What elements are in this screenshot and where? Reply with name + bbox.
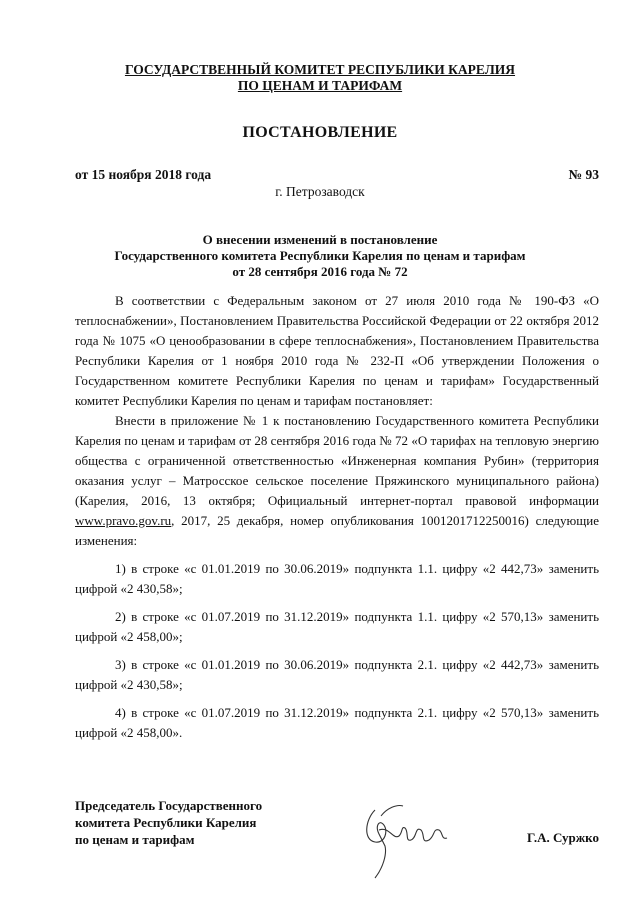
- signer-name: Г.А. Суржко: [527, 830, 599, 845]
- subject-line-1: О внесении изменений в постановление: [202, 232, 438, 247]
- signatory-position: [75, 797, 262, 848]
- subject-line-2: Государственного комитета Республики Карелия по ценам и тарифам: [114, 248, 526, 263]
- paragraph-resolution: [75, 411, 599, 551]
- change-item-2: 2) в строке «с 01.07.2019 по 31.12.2019» подпункта 1.1. цифру «2 570,13» заменить цифрой «2 458,00»;: [75, 609, 599, 644]
- position-line-2: комитета Республики Карелия: [75, 815, 257, 830]
- pravo-link[interactable]: www.pravo.gov.ru: [75, 513, 172, 528]
- resolution-text-end: , 2017, 25 декабря, номер опубликования 1001201712250016) следующие изменения:: [75, 513, 599, 548]
- subject-line-3: от 28 сентября 2016 года № 72: [232, 264, 408, 279]
- change-item-4: 4) в строке «с 01.07.2019 по 31.12.2019» подпункта 2.1. цифру «2 570,13» заменить цифрой «2 458,00».: [75, 705, 599, 740]
- document-subject: [0, 232, 640, 280]
- org-line-2: ПО ЦЕНАМ И ТАРИФАМ: [237, 78, 403, 93]
- position-line-3: по ценам и тарифам: [75, 832, 195, 847]
- handwritten-signature: [345, 790, 455, 885]
- paragraph-preamble: В соответствии с Федеральным законом от 27 июля 2010 года № 190-ФЗ «О теплоснабжении», Постановлением Правительства Российской Федерации от 22 октября 2012 года № 1075 «О ценообразовании в сфере теплоснабжения», Постановлением Правительства Республики Карелия от 1 ноября 2010 года № 232-П «Об утверждении Положения о Государственном комитете Республики Карелия по ценам и тарифам» Государственный комитет Республики Карелия по ценам и тарифам постановляет:: [75, 293, 599, 408]
- organization-name: [0, 62, 640, 94]
- document-number: № 93: [568, 167, 599, 182]
- document-date: от 15 ноября 2018 года: [75, 167, 212, 182]
- change-item-1: 1) в строке «с 01.01.2019 по 30.06.2019» подпункта 1.1. цифру «2 442,73» заменить цифрой «2 430,58»;: [75, 561, 599, 596]
- document-type-title: ПОСТАНОВЛЕНИЕ: [242, 124, 398, 141]
- document-city: г. Петрозаводск: [275, 184, 365, 199]
- position-line-1: Председатель Государственного: [75, 798, 263, 813]
- resolution-text: Внести в приложение № 1 к постановлению Государственного комитета Республики Карелия по ценам и тарифам от 28 сентября 2016 года № 72 «О тарифах на тепловую энергию общества с ограниченной ответственностью «Инженерная компания Рубин» (территория оказания услуг – Матросское сельское поселение Пряжинского муниципального района) (Карелия, 2016, 13 октября; Официальный интернет-портал правовой информации: [75, 413, 599, 508]
- org-line-1: ГОСУДАРСТВЕННЫЙ КОМИТЕТ РЕСПУБЛИКИ КАРЕЛИЯ: [124, 62, 516, 77]
- change-item-3: 3) в строке «с 01.01.2019 по 30.06.2019» подпункта 2.1. цифру «2 442,73» заменить цифрой «2 430,58»;: [75, 657, 599, 692]
- document-body: [75, 291, 599, 743]
